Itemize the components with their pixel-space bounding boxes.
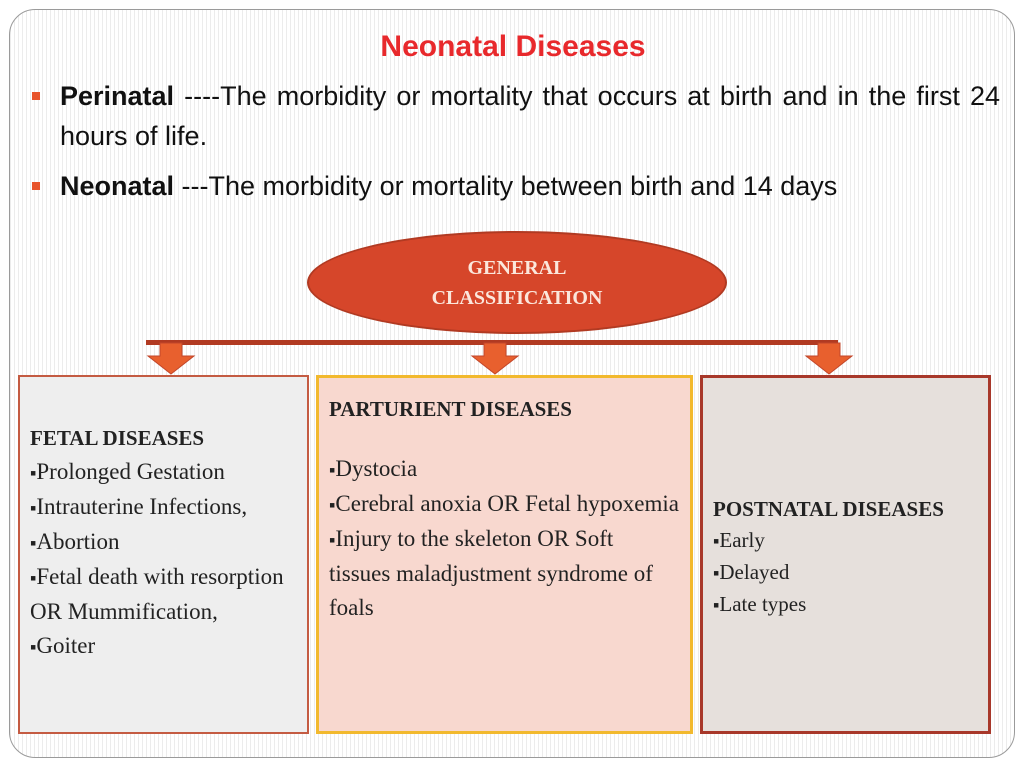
connector-bar xyxy=(146,340,838,345)
slide xyxy=(9,9,1015,758)
bullet-description: ---The morbidity or mortality between birth and 14 days xyxy=(174,171,838,201)
list-item: ▪ Late types xyxy=(713,589,978,621)
list-item: ▪ Injury to the skeleton OR Soft tissues maladjustment syndrome of foals xyxy=(329,522,680,625)
arrow-down-icon xyxy=(472,343,518,374)
list-item: ▪ Goiter xyxy=(30,629,297,664)
fetal-diseases-box xyxy=(18,375,309,734)
classification-line2: CLASSIFICATION xyxy=(431,286,603,309)
bullet-term: Neonatal xyxy=(60,171,175,201)
list-item: ▪ Prolonged Gestation xyxy=(30,455,297,490)
bullet-description: ----The morbidity or mortality that occurs at birth and in the first 24 hours of life. xyxy=(60,81,1000,151)
postnatal-diseases-box xyxy=(700,375,991,734)
bullet-neonatal xyxy=(32,166,1000,206)
bullet-term: Perinatal xyxy=(60,81,175,111)
arrow-down-icon xyxy=(148,343,194,374)
page-title: Neonatal Diseases xyxy=(380,30,646,63)
general-classification-node xyxy=(307,231,727,334)
arrow-down-icon xyxy=(806,343,852,374)
list-item: ▪ Intrauterine Infections, xyxy=(30,490,297,525)
list-item: ▪ Dystocia xyxy=(329,452,680,487)
bullet-marker-icon xyxy=(32,92,40,100)
bullet-perinatal xyxy=(32,76,1000,156)
list-item: ▪ Early xyxy=(713,525,978,557)
box-heading: POSTNATAL DISEASES xyxy=(713,497,944,521)
list-item: ▪ Fetal death with resorption OR Mummification, xyxy=(30,560,297,629)
list-item: ▪ Cerebral anoxia OR Fetal hypoxemia xyxy=(329,487,680,522)
classification-line1: GENERAL xyxy=(467,256,567,279)
bullet-marker-icon xyxy=(32,182,40,190)
list-item: ▪ Abortion xyxy=(30,525,297,560)
box-heading: PARTURIENT DISEASES xyxy=(329,397,572,421)
box-heading: FETAL DISEASES xyxy=(30,426,205,450)
parturient-diseases-box xyxy=(316,375,693,734)
list-item: ▪ Delayed xyxy=(713,557,978,589)
